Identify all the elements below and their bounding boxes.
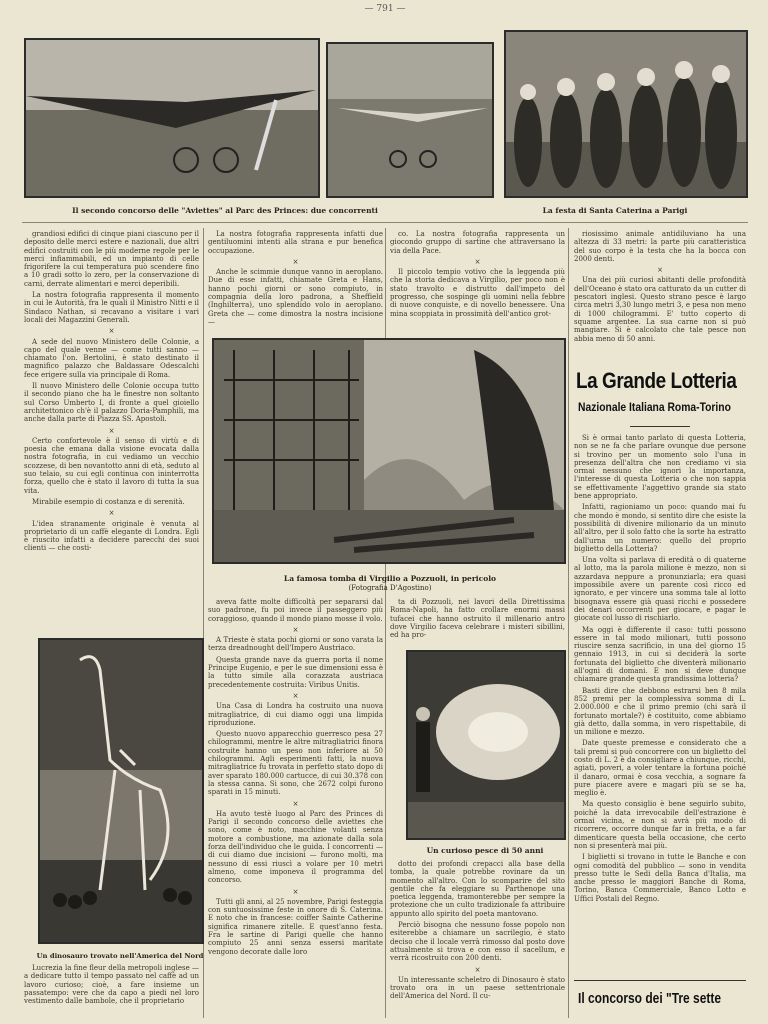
caption-pesce: Un curioso pesce di 50 anni (426, 846, 544, 855)
paragraph: Tutti gli anni, al 25 novembre, Parigi festeggia con suntuosissime feste in onore di S. Caterina. E noto che in francese: coiffer Sainte Catherine significa rimanere zitelle. E quest'anno festa. Fra le sartine di Parigi quelle che hanno compiuto 25 anni senza essersi maritate vengono decorate dalle loro (208, 897, 383, 956)
fish-photo (406, 650, 566, 840)
caption-santa-caterina: La festa di Santa Caterina a Parigi (542, 206, 688, 215)
paragraph: riosissimo animale antidiluviano ha una altezza di 33 metri: la parte più caratteristica del suo corpo è la testa che ha la bocca con 2000 denti. (574, 230, 746, 263)
paragraph: Lucrezia la fine fleur della metropoli inglese — a dedicare tutto il tempo passato nel caffè ad un lavoro curioso; cioè, a fare insieme un passatempo: vere che da capo a piedi nel loro vestimento dalle bambole, che il proprietario (24, 964, 199, 1006)
caption-aviettes: Il secondo concorso delle "Aviettes" al Parc des Princes: due concorrenti (72, 206, 378, 215)
divider (574, 980, 746, 981)
dinosaur-photo (38, 638, 204, 944)
paragraph: Ha avuto testè luogo al Parc des Princes di Parigi il secondo concorso delle aviettes che sono, come è noto, macchine volanti senza motore a combustione, ma azionate dalla sola forza dell'individuo che le guida. I concorrenti — di cui diamo due incisioni — furono molti, ma nessuno di essi riuscì a volare per 10 metri almeno, come imponeva il programma del concorso. (208, 809, 383, 885)
column-1-top-text: grandiosi edifici di cinque piani ciascuno per il deposito delle merci estere e nazionali, due altri edifici costruiti con le più moderne regole per le merci infiammabili, ed un impianto di celle frigorifere la cui temperatura può scendere fino a 10 gradi sotto lo zero, per la conservazione di carni, derrate alimentari e merci deperibili. La nostra fotografia rappresenta il momento in cui le Autorità, fra le quali il Ministro Nitti e il Sindaco Nathan, si recavano a visitare i vari locali dei Magazzini Generali. × A sede del nuovo Ministero delle Colonie, a capo del quale venne — come tutti sanno — chiamato l'on. Bertolini, è stato destinato il magnifico palazzo che Baldassare Odescalchi fece erigere sulla via principale di Roma. Il nuovo Ministero delle Colonie occupa tutto il secondo piano che ha le finestre non soltanto sul Corso Umberto I, di fronte a quel gioiello architettonico ch'è il palazzo Doria-Pamphili, ma anche dalla parte di Piazza SS. Apostoli. × Certo confortevole è il senso di virtù e di poesia che emana dalla visione evocata dalla nostra fotografia, in cui vediamo un vecchio scozzese, di ben novantotto anni di età, seduto al suo telaio, su cui egli continua con ininterrotta forza, quello che è stato il lavoro di tutta la sua vita. Mirabile esempio di costanza e di serenità. × L'idea stranamente originale è venuta al proprietario di un caffè elegante di Londra. Egli è riuscito infatti a decidere parecchi dei suoi clienti — che costi- (24, 230, 199, 553)
paragraph: I biglietti si trovano in tutte le Banche e con ogni comodità del pubblico — sono in vendita presso tutte le Sedi della Banca d'Italia, ma anche presso le maggiori Banche di Roma, Torino, Banca Commerciale, Banco Lotto e Uffici Postali del Regno. (574, 853, 746, 903)
column-2-mid-text: aveva fatte molte difficoltà per separarsi dal suo padrone, fu poi invece il passeggero più coraggioso, quando il mondo piano mosse il volo. × A Trieste è stata pochi giorni or sono varata la terza dreadnought dell'Impero Austriaco. Questa grande nave da guerra porta il nome Principe Eugenio, e per le sue dimensioni essa è la tutto simile alla corazzata austriaca precedentemente costruita: Viribus Unitis. × Una Casa di Londra ha costruito una nuova mitragliatrice, di cui diamo oggi una limpida riproduzione. Questo nuovo apparecchio guerresco pesa 27 chilogrammi, mentre le altre mitragliatrici finora costruite hanno un peso non inferiore ai 50 chilogrammi. Agli esperimenti fatti, la nuova mitragliatrice fu trovata in perfetto stato dopo di aver sparato 180.000 cartucce, di cui 30.378 con la stessa canna. Si sono, che 2672 colpi furono sparati in 15 minuti. × Ha avuto testè luogo al Parc des Princes di Parigi il secondo concorso delle aviettes che sono, come è noto, macchine volanti senza motore a combustione, ma azionate dalla sola forza dell'individuo che le guida. I concorrenti — di cui diamo due incisioni — furono molti, ma nessuno di essi riuscì a volare per 10 metri almeno, come imponeva il programma del concorso. × Tutti gli anni, al 25 novembre, Parigi festeggia con suntuosissime feste in onore di S. Caterina. E noto che in francese: coiffer Sainte Catherine significa rimanere zitelle. E quest'anno festa. Fra le sartine di Parigi quelle che hanno compiuto 25 anni senza essersi maritate vengono decorate dalle loro (208, 598, 383, 956)
paragraph: Una dei più curiosi abitanti delle profondità dell'Oceano è stato ora catturato da un cutter di pescatori inglesi. Questo strano pesce è largo circa metri 3,30 lungo metri 3, e pesa non meno di 1000 chilogrammi. E' tutto coperto di squame argentee. La sua carne non si può mangiare. Si è calcolato che tale pesce non abbia meno di 50 anni. (574, 276, 746, 343)
paragraph: ta di Pozzuoli, nei lavori della Direttissima Roma-Napoli, ha fatto crollare enormi massi tufacei che hanno ostruito il millenario antro dove Virgilio faceva celebrare i misteri sibillini, ed ha pro- (390, 598, 565, 640)
paragraph: grandiosi edifici di cinque piani ciascuno per il deposito delle merci estere e nazionali, due altri edifici costruiti con le più moderne regole per le merci infiammabili, ed un impianto di celle frigorifere la cui temperatura può scendere fino a 10 gradi sotto lo zero, per la conservazione di carni, derrate alimentari e merci deperibili. (24, 230, 199, 288)
paragraph: Una Casa di Londra ha costruito una nuova mitragliatrice, di cui diamo oggi una limpida riproduzione. (208, 702, 383, 727)
paragraph: Il nuovo Ministero delle Colonie occupa tutto il secondo piano che ha le finestre non soltanto sul Corso Umberto I, di fronte a quel gioiello architettonico ch'è il palazzo Doria-Pamphili, ma anche dalla parte di Piazza SS. Apostoli. (24, 382, 199, 424)
tre-sette-heading: Il concorso dei "Tre sette (578, 990, 722, 1007)
caption-virgilio: La famosa tomba di Virgilio a Pozzuoli, in pericolo (283, 574, 497, 583)
column-rule (568, 228, 569, 1018)
santa-caterina-photo (504, 30, 748, 198)
lotteria-article-text (574, 434, 746, 974)
lotteria-subtitle: Nazionale Italiana Roma-Torino (578, 400, 731, 414)
paragraph: Questa grande nave da guerra porta il nome Principe Eugenio, e per le sue dimensioni essa è la tutto simile alla corazzata austriaca precedentemente costruita: Viribus Unitis. (208, 655, 383, 689)
page-number: — 791 — (364, 4, 406, 14)
paragraph: Una volta si parlava di eredità o di quaterne al lotto, ma la parola milione è mezzo, non si azzardava neppure a pronunziarla; era quasi impossibile avere un parente così ricco ed ignorato, e per vincere una somma tale al lotto bisognava essere già quasi ricchi e possedere dei denari occorrenti per giocare, e pagar le giocate col lusso di rischiarlo. (574, 556, 746, 623)
column-1-bottom-text (24, 964, 199, 1022)
paragraph: Anche le scimmie dunque vanno in aeroplano. Due di esse infatti, chiamate Greta e Hans, hanno pochi giorni or sono compiuto, in compagnia della loro padrona, a Sheffield (Inghilterra), uno splendido volo in aeroplano. Greta che — come dimostra la nostra incisione — (208, 268, 383, 326)
divider (630, 426, 690, 427)
column-3-top-text: co. La nostra fotografia rappresenta un giocondo gruppo di sartine che attraversano la via della Pace. × Il piccolo tempio votivo che la leggenda più che la storia dedicava a Virgilio, per poco non è stato travolto e distrutto dall'impeto del progresso, che sospinge gli uomini nella febbre di nuove conquiste, e di novello benessere. Una mina scoppiata in prossimità dell'antico grot- (390, 230, 565, 318)
paragraph: La nostra fotografia rappresenta il momento in cui le Autorità, fra le quali il Ministro Nitti e il Sindaco Nathan, si recavano a visitare i vari locali dei Magazzini Generali. (24, 291, 199, 324)
paragraph: Perciò bisogna che nessuno fosse popolo non esiterebbe a chiamare un sacrilegio, è stato deciso che il locale verrà rimosso dal posto dove attualmente si trova e con esso il sacellum, e verrà ricostruito con 200 denti. (390, 921, 565, 963)
paragraph: Infatti, ragioniamo un poco: quando mai fu che mondo è mondo, si sentito dire che esiste la possibilità di divenire milionario da un minuto all'altro, per il solo fatto che la sorte ha estratto dall'urna un numero: quello del proprio biglietto della Lotteria? (574, 503, 746, 553)
paragraph: Basti dire che debbono estrarsi ben 8 mila 852 premi per la complessiva somma di L. 2.000.000 e che il primo premio (chi sarà il fortunato mortale?) è costituito, come abbiamo già detto, dalla somma, in vero rispettabile, di un milione e mezzo. (574, 686, 746, 737)
divider (22, 222, 748, 223)
paragraph: La nostra fotografia rappresenta infatti due gentiluomini intenti alla strana e pur benefica occupazione. (208, 230, 383, 255)
paragraph: Un interessante scheletro di Dinosauro è stato trovato ora in un paese settentrionale dell'America del Nord. Il cu- (390, 975, 565, 1001)
paragraph: Date queste premesse e considerato che a tali premi si può concorrere con un biglietto del costo di L. 2 è da consigliare a chiunque, ricchi, agiati, poveri, a voler tentare la fortuna poiché il danaro, ormai è cosa vecchia, a sognare fa pure piacere avere e magari più se se ha, meglio è. (574, 739, 746, 798)
paragraph: A sede del nuovo Ministero delle Colonie, a capo del quale venne — come tutti sanno — chiamato l'on. Bertolini, è stato destinato il magnifico palazzo che Baldassare Odescalchi fece erigere sulla via principale di Roma. (24, 337, 199, 379)
paragraph: L'idea stranamente originale è venuta al proprietario di un caffè elegante di Londra. Egli è riuscito infatti a decidere parecchi dei suoi clienti — che costi- (24, 519, 199, 553)
column-4-top-text: riosissimo animale antidiluviano ha una altezza di 33 metri: la parte più caratteristica del suo corpo è la testa che ha la bocca con 2000 denti. × Una dei più curiosi abitanti delle profondità dell'Oceano è stato ora catturato da un cutter di pescatori inglesi. Questo strano pesce è largo circa metri 3,30 lungo metri 3, e pesa non meno di 1000 chilogrammi. E' tutto coperto di squame argentee. La sua carne non si può mangiare. Si è calcolato che tale pesce non abbia meno di 50 anni. (574, 230, 746, 343)
aviette-photo-2 (326, 42, 494, 198)
aviette-photo-1 (24, 38, 320, 198)
paragraph: Questo nuovo apparecchio guerresco pesa 27 chilogrammi, mentre le altre mitragliatrici finora costruite hanno un peso non inferiore ai 50 chilogrammi. Agli esperimenti fatti, la nuova mitragliatrice fu trovata in perfetto stato dopo di aver sparato 180.000 cartucce, di cui 30.378 con la stessa canna. Si sono, che 2672 colpi furono sparati in 15 minuti. (208, 730, 383, 797)
column-3-bottom-text: dotto dei profondi crepacci alla base della tomba, la quale potrebbe rovinare da un momento all'altro. Con lo scomparire del sito gentile che fa eleggiare su Parthenope una poetica leggenda, tramonterebbe per sempre la protezione che un culto tradizionale fa attribuire appunto allo spirito del poeta mantovano. Perciò bisogna che nessuno fosse popolo non esiterebbe a chiamare un sacrilegio, è stato deciso che il locale verrà rimosso dal posto dove attualmente si trova e con esso il sacellum, e verrà ricostruito con 200 denti. × Un interessante scheletro di Dinosauro è stato trovato ora in un paese settentrionale dell'America del Nord. Il cu- (390, 860, 565, 1001)
paragraph: Il piccolo tempio votivo che la leggenda più che la storia dedicava a Virgilio, per poco non è stato travolto e distrutto dall'impeto del progresso, che sospinge gli uomini nella febbre di nuove conquiste, e di novello benessere. Una mina scoppiata in prossimità dell'antico grot- (390, 268, 565, 318)
lotteria-title: La Grande Lotteria (576, 368, 737, 393)
paragraph: dotto dei profondi crepacci alla base della tomba, la quale potrebbe rovinare da un momento all'altro. Con lo scomparire del sito gentile che fa eleggiare su Parthenope una poetica leggenda, tramonterebbe per sempre la protezione che un culto tradizionale fa attribuire appunto allo spirito del poeta mantovano. (390, 860, 565, 918)
column-3-mid-text (390, 598, 565, 646)
paragraph: co. La nostra fotografia rappresenta un giocondo gruppo di sartine che attraversano la via della Pace. (390, 230, 565, 255)
paragraph: Si è ormai tanto parlato di questa Lotteria, non se ne fa che parlare ovunque due persone si trovino per un momento solo l'una in presenza dell'altra che non crediamo vi sia ormai nessuno che ignori la importanza, l'interesse di questa Lotteria o che non sappia se effettivamente l'aggettivo grande sia stato bene appropriato. (574, 434, 746, 501)
paragraph: Ma oggi è differente il caso: tutti possono essere in tal modo milionari, tutti possono riuscire senza sacrificio, in una del giorno 15 gennaio 1913, in cui si deciderà la sorte fortunata del biglietto che diventerà milionario all'ogni di domani. E non si deve dunque chiamare grande questa grandissima lotteria? (574, 625, 746, 684)
paragraph: Certo confortevole è il senso di virtù e di poesia che emana dalla visione evocata dalla nostra fotografia, in cui vediamo un vecchio scozzese, di ben novantotto anni di età, seduto al suo telaio, su cui egli continua con ininterrotta forza, quello che è stato il lavoro di tutta la sua vita. (24, 436, 199, 495)
paragraph: Mirabile esempio di costanza e di serenità. (32, 497, 185, 506)
caption-dinosauro: Un dinosauro trovato nell'America del Nord (36, 952, 204, 960)
caption-virgilio-credit: (Fotografia D'Agostino) (348, 584, 432, 592)
paragraph: Ma questo consiglio è bene seguirlo subito, poiché la data irrevocabile dell'estrazione è ormai vicina, e non si avrà più modo di ricorrere, occorre dunque far in fretta, e a far dimenticare questa bella occasione, che certo non si presenterà mai più. (574, 800, 746, 850)
paragraph: A Trieste è stata pochi giorni or sono varata la terza dreadnought dell'Impero Austriaco. (208, 636, 383, 653)
virgilio-tomb-photo (212, 338, 566, 564)
paragraph: aveva fatte molte difficoltà per separarsi dal suo padrone, fu poi invece il passeggero più coraggioso, quando il mondo piano mosse il volo. (208, 598, 383, 623)
column-2-top-text: La nostra fotografia rappresenta infatti due gentiluomini intenti alla strana e pur benefica occupazione. × Anche le scimmie dunque vanno in aeroplano. Due di esse infatti, chiamate Greta e Hans, hanno pochi giorni or sono compiuto, in compagnia della loro padrona, a Sheffield (Inghilterra), uno splendido volo in aeroplano. Greta che — come dimostra la nostra incisione — (208, 230, 383, 326)
